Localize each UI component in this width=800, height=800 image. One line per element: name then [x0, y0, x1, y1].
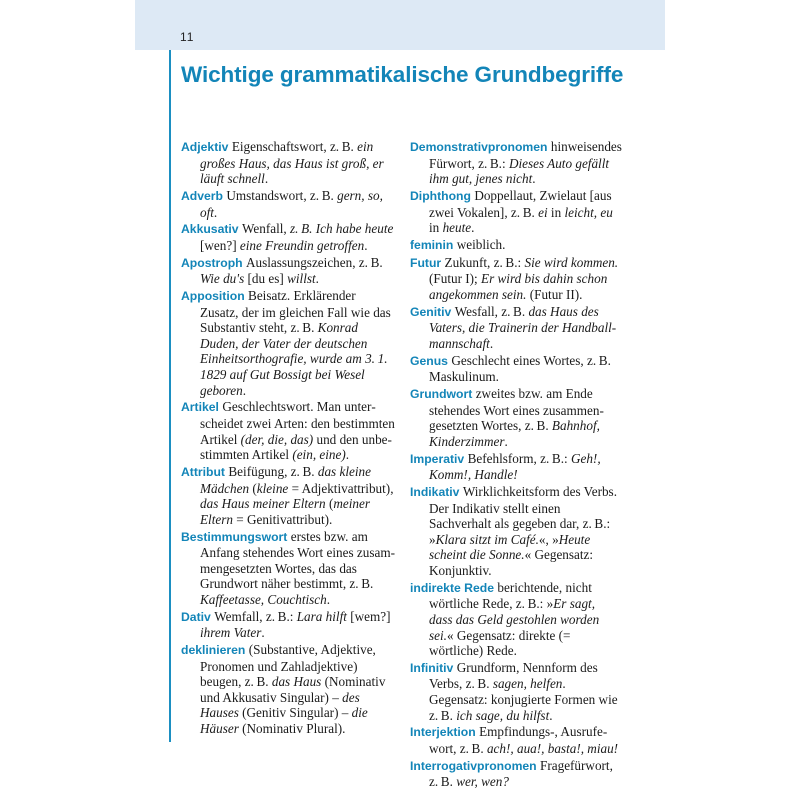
glossary-definition: [wen?]: [200, 237, 240, 253]
glossary-definition: Wirklichkeitsform des Verbs. Der Indikativ stellt einen Sachverhalt als gegeben dar, z. B.: »: [429, 483, 617, 547]
glossary-definition: = Adjektivattribut),: [288, 480, 394, 496]
glossary-entry: [410, 758, 620, 790]
glossary-definition: hinweisendes Fürwort, z. B.:: [429, 139, 622, 171]
glossary-definition: .: [242, 382, 247, 398]
glossary-definition: .: [489, 335, 494, 351]
glossary-example: das kleine Mädchen: [200, 464, 371, 496]
glossary-definition: (Nominativ und Akkusativ Singular) –: [200, 674, 386, 705]
glossary-term: Dativ: [181, 609, 211, 624]
glossary-definition: Geschlechtswort. Man unterscheidet zwei Arten: den bestimmten Artikel: [200, 399, 395, 447]
glossary-example: ach!, aua!, basta!, miau!: [486, 741, 619, 757]
glossary-definition: (: [249, 480, 257, 496]
glossary-definition: (Nominativ Plural).: [238, 721, 346, 737]
glossary-definition: Geschlecht eines Wortes, z. B. Maskulinum.: [429, 352, 611, 385]
page-title: Wichtige grammatikalische Grundbegriffe: [181, 62, 624, 87]
glossary-definition: .: [504, 433, 508, 449]
glossary-definition: und den unbestimmten Artikel: [200, 431, 392, 463]
glossary-example: das Haus meiner Eltern: [200, 496, 326, 512]
glossary-definition: . Gegensatz: konjugierte Formen wie z. B.: [429, 676, 618, 723]
glossary-entry: [410, 580, 620, 659]
glossary-definition: Befehlsform, z. B.:: [467, 450, 571, 466]
glossary-term: Diphthong: [410, 188, 471, 203]
glossary-entry: [181, 288, 396, 398]
glossary-example: des Hauses: [200, 689, 360, 721]
glossary-entry: [410, 724, 620, 756]
glossary-example: Lara hilft: [296, 608, 347, 624]
glossary-definition: berichtende, nicht wörtliche Rede, z. B.: »: [429, 579, 592, 612]
glossary-entry: [410, 237, 620, 254]
glossary-definition: (Futur I);: [429, 271, 482, 287]
glossary-definition: erstes bzw. am Anfang stehendes Wort eines zusammengesetzten Wortes, das das Grundwort näher bestimmt, z. B.: [200, 528, 395, 592]
glossary-example: willst: [287, 271, 316, 287]
glossary-example: ihrem Vater: [200, 625, 262, 641]
glossary-example: Konrad Duden, der Vater der deutschen Einheitsorthografie, wurde am 3. 1. 1829 auf Gut Bossigt bei Wesel geboren: [200, 320, 391, 398]
glossary-entry: [410, 484, 620, 579]
glossary-definition: [wem?]: [346, 608, 391, 624]
glossary-definition: «, »: [538, 531, 559, 547]
glossary-example: (der, die, das): [240, 431, 314, 447]
glossary-example: ei: [538, 204, 548, 220]
glossary-term: Indikativ: [410, 484, 460, 499]
glossary-term: Adverb: [181, 188, 223, 203]
glossary-entry: [181, 188, 396, 220]
glossary-entry: [410, 451, 620, 483]
glossary-term: Interjektion: [410, 725, 476, 740]
glossary-entry: [181, 139, 396, 187]
glossary-definition: in: [547, 204, 565, 220]
glossary-definition: = Genitivattribut).: [232, 511, 333, 527]
glossary-example: kleine: [256, 480, 289, 496]
glossary-example: Er wird bis dahin schon angekommen sein.: [429, 271, 608, 302]
glossary-example: meiner Eltern: [200, 496, 370, 527]
glossary-example: Heute scheint die Sonne.: [429, 531, 591, 563]
glossary-column-right: [410, 139, 620, 791]
glossary-definition: .: [549, 707, 553, 723]
glossary-example: z. B. Ich habe heute: [290, 221, 394, 237]
glossary-example: (ein, eine): [292, 447, 346, 463]
glossary-entry: [410, 139, 620, 187]
glossary-entry: [181, 642, 396, 737]
glossary-entry: [410, 255, 620, 303]
glossary-example: leicht, eu: [564, 204, 613, 220]
glossary-column-left: [181, 139, 396, 738]
glossary-example: die Häuser: [200, 705, 368, 737]
glossary-entry: [181, 464, 396, 527]
glossary-definition: (Futur II).: [526, 286, 583, 302]
glossary-term: Apposition: [181, 289, 245, 304]
glossary-entry: [410, 188, 620, 236]
glossary-term: feminin: [410, 237, 454, 252]
glossary-term: Artikel: [181, 400, 219, 415]
glossary-definition: .: [261, 625, 265, 641]
glossary-definition: .: [471, 220, 475, 236]
glossary-example: Geh!, Komm!, Handle!: [429, 450, 601, 483]
glossary-entry: [410, 353, 620, 385]
glossary-example: Klara sitzt im Café.: [435, 531, 539, 547]
glossary-definition: [du es]: [244, 271, 288, 287]
glossary-term: Genus: [410, 353, 448, 368]
glossary-example: sagen, helfen: [492, 676, 563, 692]
glossary-definition: .: [264, 171, 269, 187]
glossary-example: gern, so, oft: [200, 187, 383, 220]
glossary-definition: Zukunft, z. B.:: [444, 254, 525, 270]
glossary-term: Bestimmungswort: [181, 529, 288, 544]
glossary-term: Imperativ: [410, 451, 465, 466]
glossary-definition: Umstandswort, z. B.: [226, 187, 338, 203]
glossary-example: ein großes Haus, das Haus ist groß, er läuft schnell: [200, 139, 384, 187]
glossary-term: Akkusativ: [181, 222, 239, 237]
glossary-example: eine Freundin getroffen: [239, 237, 365, 253]
glossary-entry: [410, 304, 620, 352]
glossary-example: Wie du's: [200, 271, 245, 287]
glossary-definition: Empfindungs-, Ausrufewort, z. B.: [429, 724, 608, 757]
glossary-definition: weiblich.: [456, 236, 506, 252]
glossary-entry: [181, 221, 396, 253]
glossary-definition: .: [532, 171, 536, 187]
glossary-entry: [181, 399, 396, 462]
glossary-definition: zweites bzw. am Ende stehendes Wort eines zusammengesetzten Wortes, z. B.: [429, 386, 604, 434]
glossary-definition: Beifügung, z. B.: [228, 464, 318, 479]
glossary-definition: Wesfall, z. B.: [454, 303, 529, 319]
glossary-definition: (Substantive, Adjektive, Pronomen und Zahladjektive) beugen, z. B.: [200, 642, 376, 690]
glossary-example: wer, wen?: [456, 774, 509, 790]
glossary-definition: .: [213, 204, 218, 220]
glossary-example: das Haus des Vaters, die Trainerin der Handballmannschaft: [429, 303, 617, 351]
glossary-term: Genitiv: [410, 304, 452, 319]
page-number: 11: [180, 30, 195, 44]
glossary-example: Kaffeetasse, Couchtisch: [200, 591, 327, 607]
glossary-definition: (Genitiv Singular) –: [238, 705, 352, 721]
glossary-entry: [181, 529, 396, 608]
glossary-entry: [181, 255, 396, 287]
glossary-entry: [181, 609, 396, 641]
glossary-example: Er sagt, dass das Geld gestohlen worden sei.: [429, 596, 600, 643]
glossary-term: Attribut: [181, 465, 225, 479]
glossary-example: das Haus: [271, 674, 322, 690]
glossary-definition: Wenfall,: [241, 221, 290, 237]
glossary-term: indirekte Rede: [410, 580, 494, 595]
glossary-definition: Auslassungszeichen, z. B.: [246, 254, 383, 270]
glossary-definition: « Gegensatz: direkte (= wörtliche) Rede.: [429, 627, 571, 659]
glossary-term: Grundwort: [410, 387, 473, 402]
glossary-term: deklinieren: [181, 643, 246, 658]
glossary-definition: .: [326, 591, 331, 607]
glossary-definition: Grundform, Nennform des Verbs, z. B.: [429, 659, 598, 692]
glossary-entry: [410, 660, 620, 723]
glossary-definition: in: [429, 220, 443, 236]
glossary-term: Infinitiv: [410, 660, 454, 675]
glossary-term: Demonstrativpronomen: [410, 140, 548, 154]
glossary-term: Adjektiv: [181, 140, 229, 154]
glossary-example: Bahnhof, Kinderzimmer: [429, 418, 600, 449]
glossary-definition: (: [325, 496, 334, 512]
glossary-definition: Eigenschaftswort, z. B.: [231, 139, 358, 154]
glossary-definition: .: [364, 237, 368, 253]
glossary-definition: Fragefürwort, z. B.: [429, 757, 613, 790]
glossary-example: heute: [442, 220, 472, 236]
glossary-definition: Doppellaut, Zwielaut [aus zwei Vokalen], z. B.: [429, 187, 612, 220]
glossary-term: Interrogativpronomen: [410, 758, 537, 773]
margin-rule: [169, 50, 171, 742]
glossary-example: Sie wird kommen.: [524, 254, 619, 270]
glossary-definition: Beisatz. Erklärender Zusatz, der im gleichen Fall wie das Substantiv steht, z. B.: [200, 288, 391, 336]
glossary-definition: Wemfall, z. B.:: [214, 608, 297, 624]
glossary-definition: .: [345, 447, 350, 463]
glossary-entry: [410, 386, 620, 449]
glossary-definition: « Gegensatz: Konjunktiv.: [429, 547, 594, 578]
glossary-definition: .: [315, 271, 319, 287]
glossary-term: Futur: [410, 255, 442, 270]
glossary-term: Apostroph: [181, 255, 243, 270]
glossary-example: Dieses Auto gefällt ihm gut, jenes nicht: [429, 155, 610, 187]
header-band: [135, 0, 665, 50]
glossary-example: ich sage, du hilfst: [456, 707, 550, 723]
